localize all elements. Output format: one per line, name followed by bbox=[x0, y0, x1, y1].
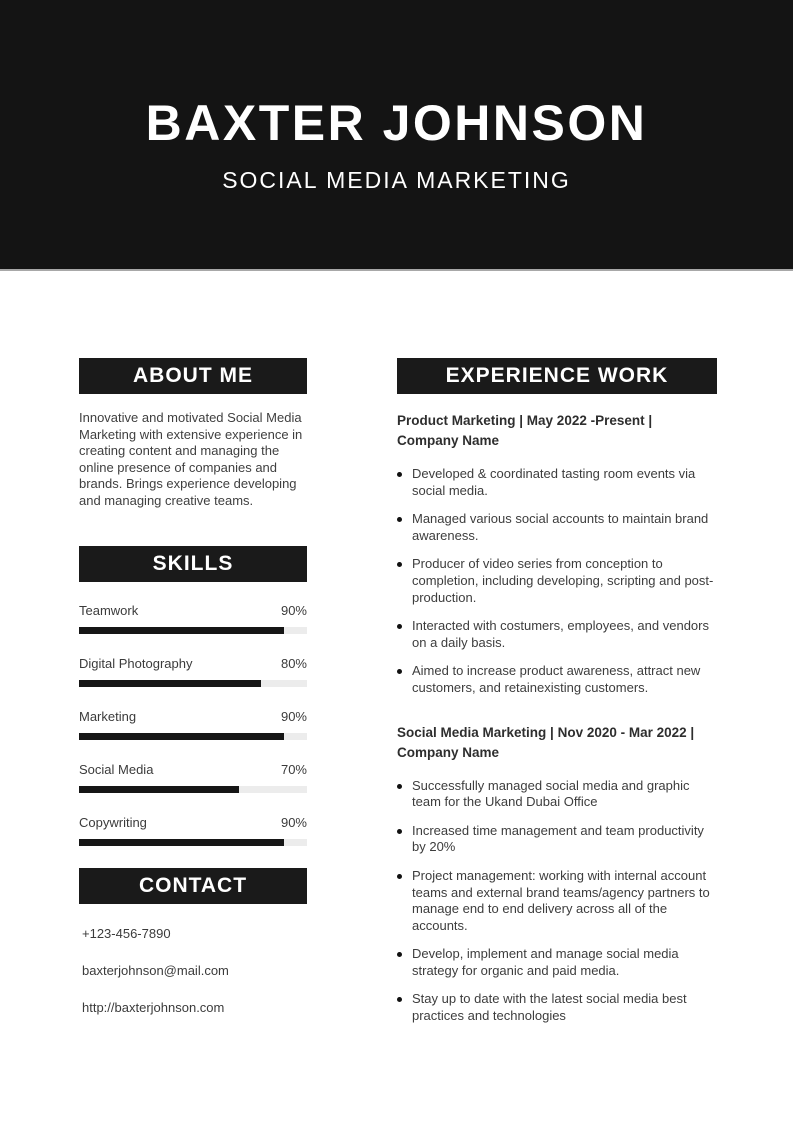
bullet-text: Increased time management and team productivity by 20% bbox=[412, 822, 704, 855]
job-title: Social Media Marketing | Nov 2020 - Mar 2022 | Company Name bbox=[397, 724, 695, 760]
skill-label: Teamwork bbox=[79, 602, 139, 618]
skill-percent: 70% bbox=[280, 761, 307, 777]
contact-heading: CONTACT bbox=[79, 868, 307, 904]
bullet-icon bbox=[397, 472, 402, 477]
job-bullet-list bbox=[397, 778, 717, 1025]
skill-bar-fill bbox=[79, 627, 284, 634]
skill-item bbox=[79, 603, 307, 634]
bullet-text: Interacted with costumers, employees, and vendors on a daily basis. bbox=[412, 618, 709, 650]
about-text: Innovative and motivated Social Media Marketing with extensive experience in creating content and managing the online presence of companies and brands. Brings experience developing and managing creative teams. bbox=[79, 410, 303, 508]
bullet-icon bbox=[397, 874, 402, 879]
experience-bullet bbox=[397, 511, 717, 544]
skill-item bbox=[79, 762, 307, 793]
skill-percent: 90% bbox=[280, 814, 307, 830]
contact-list bbox=[79, 926, 307, 1015]
resume-body bbox=[0, 269, 793, 1037]
contact-website: http://baxterjohnson.com bbox=[82, 999, 225, 1015]
skill-label: Digital Photography bbox=[79, 655, 193, 671]
skill-bar-fill bbox=[79, 839, 284, 846]
person-name: BAXTER JOHNSON bbox=[145, 94, 648, 151]
bullet-text: Project management: working with internal account teams and external brand teams/agency partners to manage end to end delivery across all of the accounts. bbox=[412, 867, 710, 933]
bullet-icon bbox=[397, 997, 402, 1002]
skill-label: Marketing bbox=[79, 708, 137, 724]
experience-bullet bbox=[397, 618, 717, 651]
bullet-text: Successfully managed social media and graphic team for the Ukand Dubai Office bbox=[412, 777, 690, 810]
skills-heading: SKILLS bbox=[79, 546, 307, 582]
skill-bar-track bbox=[79, 733, 307, 740]
experience-bullet bbox=[397, 991, 717, 1024]
skill-bar-track bbox=[79, 839, 307, 846]
bullet-text: Stay up to date with the latest social media best practices and technologies bbox=[412, 991, 687, 1024]
bullet-text: Develop, implement and manage social media strategy for organic and paid media. bbox=[412, 946, 679, 978]
skill-label: Copywriting bbox=[79, 814, 147, 830]
bullet-text: Aimed to increase product awareness, attract new customers, and retainexisting customers. bbox=[412, 663, 701, 695]
contact-email: baxterjohnson@mail.com bbox=[82, 962, 229, 978]
bullet-icon bbox=[397, 952, 402, 957]
experience-bullet bbox=[397, 946, 717, 979]
bullet-text: Developed & coordinated tasting room events via social media. bbox=[412, 466, 696, 498]
skill-bar-track bbox=[79, 627, 307, 634]
header-banner bbox=[0, 0, 793, 269]
experience-bullet bbox=[397, 556, 717, 606]
experience-bullet bbox=[397, 868, 717, 934]
bullet-text: Managed various social accounts to maintain brand awareness. bbox=[412, 511, 709, 543]
experience-bullet bbox=[397, 778, 717, 811]
job-title: Product Marketing | May 2022 -Present | Company Name bbox=[397, 413, 653, 448]
skills-list bbox=[79, 603, 307, 846]
bullet-icon bbox=[397, 624, 402, 629]
experience-bullet bbox=[397, 823, 717, 856]
skill-row bbox=[79, 815, 307, 830]
skill-percent: 90% bbox=[280, 602, 307, 618]
skill-percent: 90% bbox=[280, 708, 307, 724]
bullet-icon bbox=[397, 517, 402, 522]
bullet-icon bbox=[397, 562, 402, 567]
experience-job bbox=[397, 411, 717, 697]
right-column bbox=[397, 358, 717, 1037]
skill-item bbox=[79, 656, 307, 687]
bullet-icon bbox=[397, 669, 402, 674]
experience-bullet bbox=[397, 663, 717, 696]
bullet-icon bbox=[397, 784, 402, 789]
experience-job bbox=[397, 723, 717, 1025]
skill-percent: 80% bbox=[280, 655, 307, 671]
experience-heading: EXPERIENCE WORK bbox=[397, 358, 717, 394]
skill-bar-fill bbox=[79, 786, 239, 793]
experience-bullet bbox=[397, 466, 717, 499]
skill-row bbox=[79, 762, 307, 777]
bullet-text: Producer of video series from conception to completion, including developing, scripting and post-production. bbox=[412, 556, 714, 605]
job-bullet-list bbox=[397, 466, 717, 697]
skill-bar-track bbox=[79, 680, 307, 687]
skill-label: Social Media bbox=[79, 761, 154, 777]
bullet-icon bbox=[397, 829, 402, 834]
skill-bar-track bbox=[79, 786, 307, 793]
skill-row bbox=[79, 603, 307, 618]
contact-phone: +123-456-7890 bbox=[82, 925, 171, 941]
skill-bar-fill bbox=[79, 680, 261, 687]
skill-item bbox=[79, 815, 307, 846]
skill-item bbox=[79, 709, 307, 740]
about-heading: ABOUT ME bbox=[79, 358, 307, 394]
skill-bar-fill bbox=[79, 733, 284, 740]
person-role: SOCIAL MEDIA MARKETING bbox=[222, 166, 571, 193]
skill-row bbox=[79, 709, 307, 724]
left-column bbox=[79, 358, 307, 1037]
skill-row bbox=[79, 656, 307, 671]
